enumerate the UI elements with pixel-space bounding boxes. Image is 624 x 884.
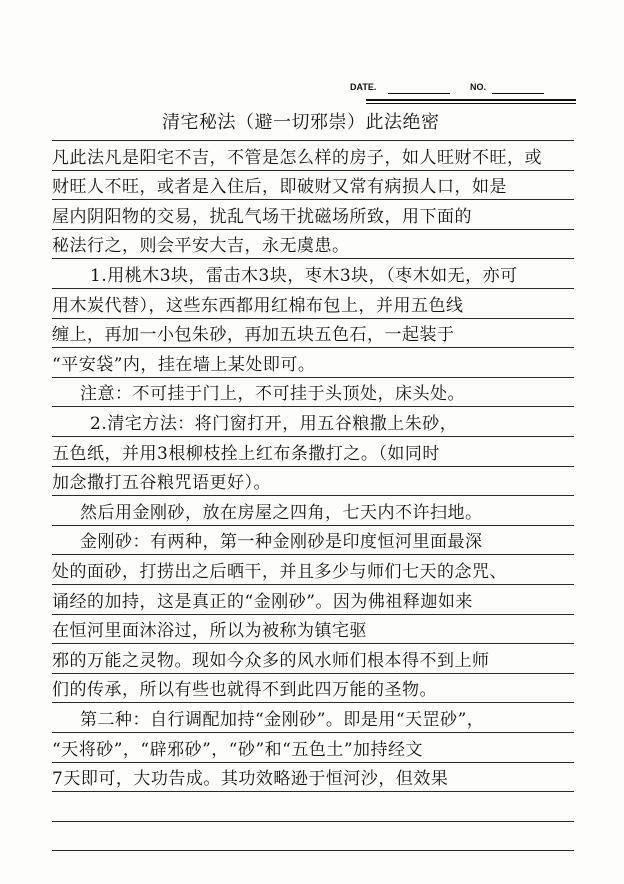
ruled-line bbox=[52, 732, 574, 733]
body-text-line: 屋内阴阳物的交易，扰乱气场干扰磁场所致，用下面的 bbox=[52, 206, 472, 227]
body-text-line: 五色纸，并用3根柳枝拴上红布条撒打之。（如同时 bbox=[52, 443, 440, 464]
ruled-line bbox=[52, 673, 574, 674]
body-text-line: 凡此法凡是阳宅不吉，不管是怎么样的房子，如人旺财不旺，或 bbox=[52, 147, 542, 168]
body-text-line: 缠上，再加一小包朱砂，再加五块五色石，一起装于 bbox=[52, 325, 455, 346]
body-text-line: “天将砂”，“辟邪砂”，“砂”和“五色土”加持经文 bbox=[52, 739, 424, 760]
number-label: NO. bbox=[470, 82, 487, 92]
body-text-line: 处的面砂，打捞出之后晒干，并且多少与师们七天的念咒、 bbox=[52, 562, 507, 582]
ruled-line bbox=[52, 170, 574, 171]
page-title: 清宅秘法（避一切邪崇）此法绝密 bbox=[162, 112, 440, 133]
handwritten-body bbox=[52, 0, 574, 884]
ruled-line bbox=[52, 318, 574, 319]
ruled-line bbox=[52, 466, 574, 467]
body-text-line: 加念撒打五谷粮咒语更好）。 bbox=[52, 473, 271, 494]
body-text-line: 邪的万能之灵物。现如今众多的风水师们根本得不到上师 bbox=[52, 650, 490, 671]
ruled-line bbox=[52, 614, 574, 615]
ruled-line bbox=[52, 525, 574, 526]
ruled-line bbox=[52, 584, 574, 585]
body-text-line: 2.清宅方法：将门窗打开，用五谷粮撒上朱砂， bbox=[90, 414, 458, 434]
ruled-line bbox=[52, 791, 574, 792]
body-text-line: 诵经的加持，这是真正的“金刚砂”。因为佛祖释迦如来 bbox=[52, 591, 473, 612]
body-text-line: 用木炭代替），这些东西都用红棉布包上，并用五色线 bbox=[52, 295, 464, 316]
body-text-line: 财旺人不旺，或者是入住后，即破财又常有病损人口，如是 bbox=[52, 177, 507, 198]
ruled-line bbox=[52, 288, 574, 289]
ruled-line bbox=[52, 821, 574, 822]
ruled-line bbox=[52, 258, 574, 259]
ruled-line bbox=[52, 436, 574, 437]
body-text-line: 第二种：自行调配加持“金刚砂”。即是用“天罡砂”， bbox=[80, 710, 485, 730]
ruled-line bbox=[52, 199, 574, 200]
ruled-line bbox=[52, 495, 574, 496]
body-text-line: 们的传承，所以有些也就得不到此四万能的圣物。 bbox=[52, 680, 437, 701]
date-label: DATE. bbox=[350, 82, 377, 92]
ruled-line bbox=[52, 702, 574, 703]
body-text-line: 秘法行之，则会平安大吉，永无虞患。 bbox=[52, 236, 350, 257]
ruled-line bbox=[52, 229, 574, 230]
ruled-line bbox=[52, 406, 574, 407]
body-text-line: 金刚砂：有两种，第一种金刚砂是印度恒河里面最深 bbox=[80, 532, 483, 553]
ruled-line bbox=[52, 850, 574, 851]
ruled-line bbox=[52, 140, 574, 141]
ruled-line bbox=[52, 347, 574, 348]
body-text-line: 注意：不可挂于门上，不可挂于头顶处，床头处。 bbox=[80, 384, 465, 405]
ruled-line bbox=[52, 554, 574, 555]
ruled-line bbox=[52, 762, 574, 763]
body-text-line: 1.用桃木3块，雷击木3块，枣木3块，（枣木如无，亦可 bbox=[90, 266, 518, 286]
ruled-line bbox=[52, 377, 574, 378]
body-text-line: “平安袋”内，挂在墙上某处即可。 bbox=[52, 354, 316, 375]
body-text-line: 然后用金刚砂，放在房屋之四角，七天内不许扫地。 bbox=[80, 502, 483, 523]
body-text-line: 在恒河里面沐浴过，所以为被称为镇宅驱 bbox=[52, 621, 367, 642]
body-text-line: 7天即可，大功告成。其功效略逊于恒河沙，但效果 bbox=[52, 769, 449, 790]
ruled-line bbox=[52, 643, 574, 644]
